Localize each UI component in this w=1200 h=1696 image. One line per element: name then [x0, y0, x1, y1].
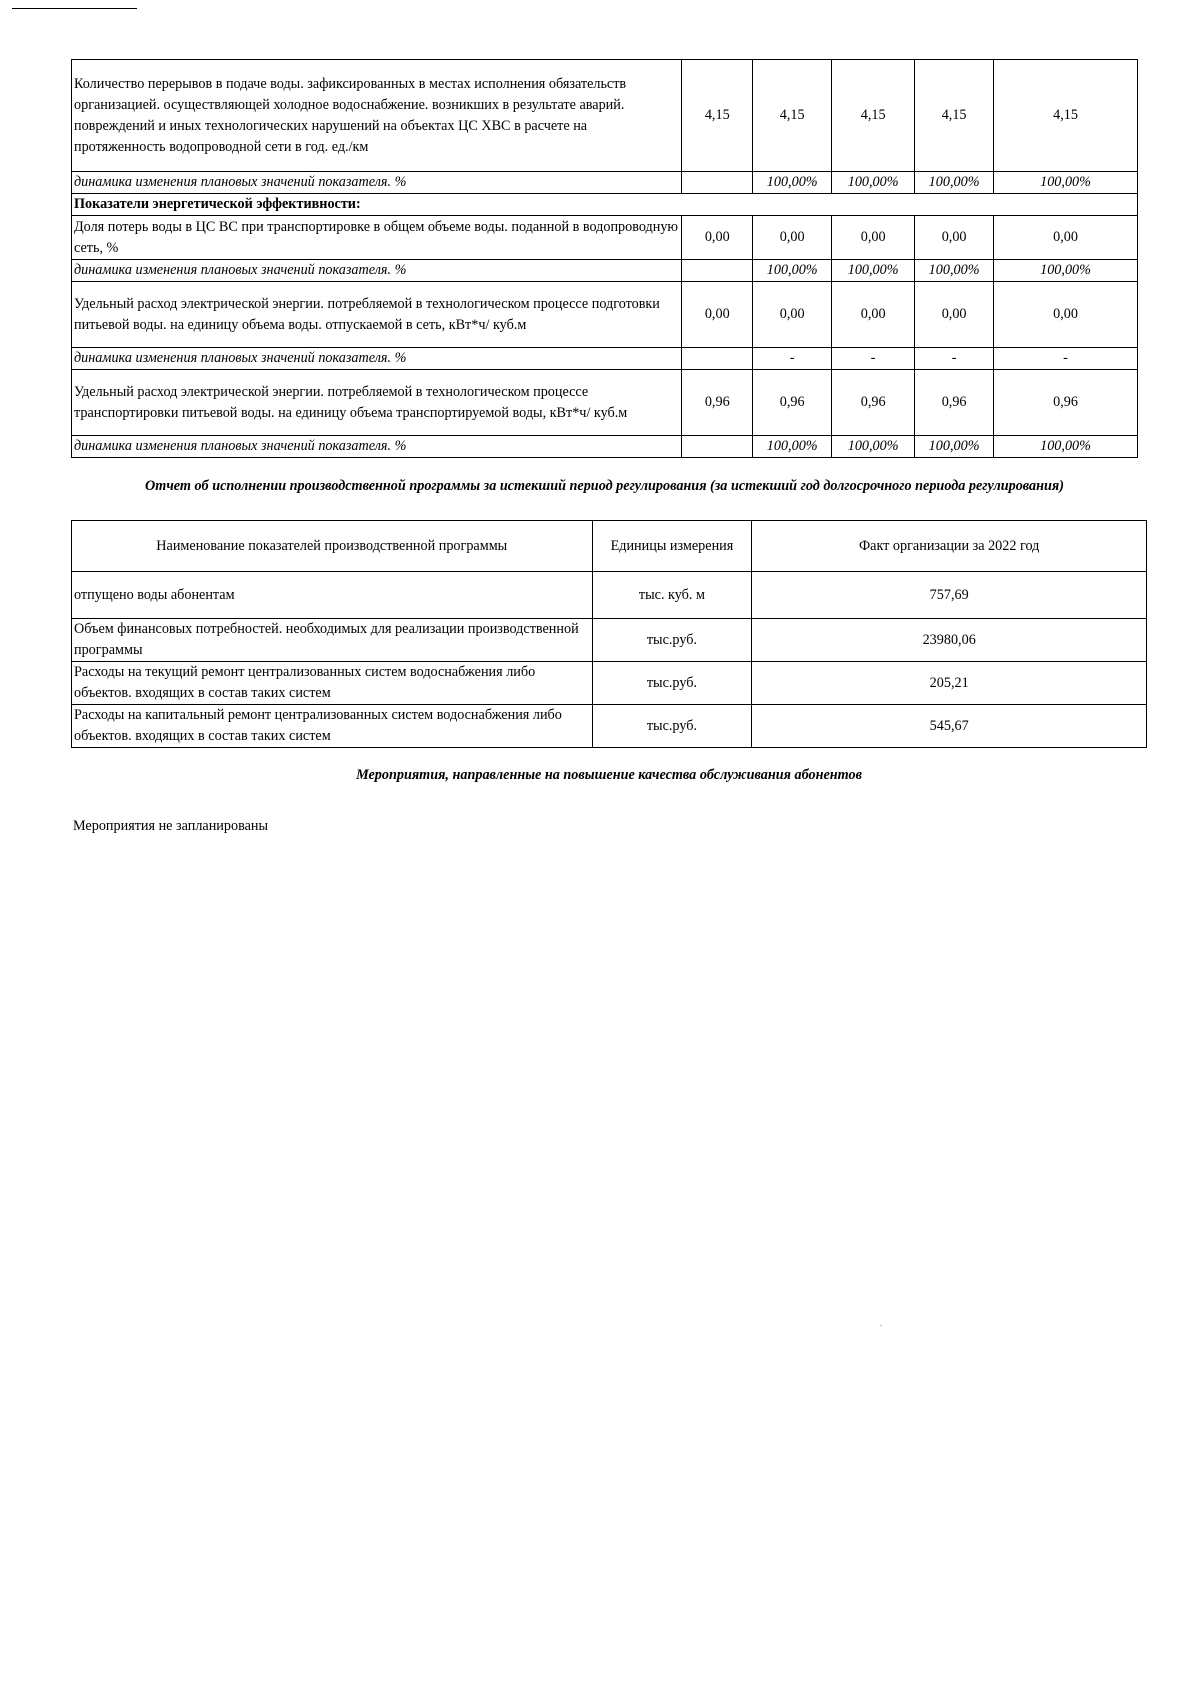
table-row [72, 172, 1138, 194]
table-row [72, 216, 1138, 260]
dynamics-value: - [832, 348, 915, 370]
report-indicator: Расходы на текущий ремонт централизованных систем водоснабжения либо объектов. входящих в состав таких систем [72, 662, 593, 705]
indicator-value: 0,00 [832, 282, 915, 348]
dynamics-value [682, 172, 753, 194]
report-unit: тыс.руб. [592, 662, 752, 705]
report-value: 205,21 [752, 662, 1147, 705]
indicator-value: 0,00 [915, 216, 994, 260]
indicator-label: Доля потерь воды в ЦС ВС при транспортировке в общем объеме воды. поданной в водопроводную сеть, % [72, 216, 682, 260]
measures-note: Мероприятия не запланированы [73, 818, 269, 834]
indicator-value: 0,00 [682, 282, 753, 348]
table-row [72, 260, 1138, 282]
column-header: Наименование показателей производственной программы [72, 521, 593, 572]
table-row [72, 370, 1138, 436]
report-table [71, 520, 1147, 748]
indicator-value: 4,15 [915, 60, 994, 172]
indicator-value: 0,96 [915, 370, 994, 436]
indicator-value: 0,00 [915, 282, 994, 348]
report-unit: тыс.руб. [592, 705, 752, 748]
report-value: 23980,06 [752, 619, 1147, 662]
table-row [72, 282, 1138, 348]
top-rule [12, 8, 137, 9]
indicator-label: Количество перерывов в подаче воды. зафиксированных в местах исполнения обязательств организацией. осуществляющей холодное водоснабжение. возникших в результате аварий. повреждений и иных технологических нарушений на объектах ЦС ХВС в расчете на протяженность водопроводной сети в год. ед./км [72, 60, 682, 172]
indicator-value: 0,00 [753, 216, 832, 260]
dynamics-label: динамика изменения плановых значений показателя. % [72, 348, 682, 370]
column-header: Единицы измерения [592, 521, 752, 572]
table-row [72, 662, 1147, 705]
indicator-value: 4,15 [994, 60, 1138, 172]
dynamics-value: 100,00% [832, 436, 915, 458]
column-header: Факт организации за 2022 год [752, 521, 1147, 572]
table-row [72, 572, 1147, 619]
dynamics-value: 100,00% [753, 172, 832, 194]
dynamics-value: 100,00% [832, 172, 915, 194]
indicators-table [71, 59, 1138, 458]
indicator-label: Удельный расход электрической энергии. потребляемой в технологическом процессе подготовки питьевой воды. на единицу объема воды. отпускаемой в сеть, кВт*ч/ куб.м [72, 282, 682, 348]
table-header-row [72, 521, 1147, 572]
dynamics-value: - [753, 348, 832, 370]
table-row [72, 619, 1147, 662]
dynamics-value: 100,00% [915, 260, 994, 282]
indicator-value: 0,96 [832, 370, 915, 436]
indicator-value: 0,00 [682, 216, 753, 260]
dynamics-value: 100,00% [753, 260, 832, 282]
report-indicator: Объем финансовых потребностей. необходимых для реализации производственной программы [72, 619, 593, 662]
dynamics-value [682, 348, 753, 370]
dynamics-value [682, 436, 753, 458]
indicator-value: 4,15 [832, 60, 915, 172]
dynamics-label: динамика изменения плановых значений показателя. % [72, 260, 682, 282]
indicator-value: 0,00 [994, 216, 1138, 260]
dynamics-value [682, 260, 753, 282]
indicator-value: 0,96 [994, 370, 1138, 436]
report-unit: тыс. куб. м [592, 572, 752, 619]
measures-caption: Мероприятия, направленные на повышение качества обслуживания абонентов [356, 767, 862, 783]
indicator-value: 0,00 [832, 216, 915, 260]
dynamics-label: динамика изменения плановых значений показателя. % [72, 436, 682, 458]
dynamics-value: - [915, 348, 994, 370]
report-indicator: отпущено воды абонентам [72, 572, 593, 619]
report-caption: Отчет об исполнении производственной программы за истекший период регулирования (за истекший год долгосрочного периода регулирования) [145, 478, 1064, 494]
report-indicator: Расходы на капитальный ремонт централизованных систем водоснабжения либо объектов. входящих в состав таких систем [72, 705, 593, 748]
dynamics-value: 100,00% [994, 260, 1138, 282]
indicator-value: 0,00 [994, 282, 1138, 348]
dynamics-value: 100,00% [994, 172, 1138, 194]
dynamics-label: динамика изменения плановых значений показателя. % [72, 172, 682, 194]
table-row [72, 705, 1147, 748]
indicator-value: 0,96 [682, 370, 753, 436]
table-row [72, 194, 1138, 216]
scan-speck [880, 1325, 882, 1326]
indicator-label: Удельный расход электрической энергии. потребляемой в технологическом процессе транспортировки питьевой воды. на единицу объема транспортируемой воды, кВт*ч/ куб.м [72, 370, 682, 436]
indicator-value: 4,15 [682, 60, 753, 172]
indicator-value: 4,15 [753, 60, 832, 172]
report-value: 757,69 [752, 572, 1147, 619]
dynamics-value: 100,00% [753, 436, 832, 458]
indicator-value: 0,00 [753, 282, 832, 348]
dynamics-value: 100,00% [994, 436, 1138, 458]
section-heading: Показатели энергетической эффективности: [72, 194, 1138, 216]
dynamics-value: 100,00% [915, 172, 994, 194]
report-value: 545,67 [752, 705, 1147, 748]
indicator-value: 0,96 [753, 370, 832, 436]
report-unit: тыс.руб. [592, 619, 752, 662]
dynamics-value: 100,00% [915, 436, 994, 458]
table-row [72, 436, 1138, 458]
dynamics-value: - [994, 348, 1138, 370]
dynamics-value: 100,00% [832, 260, 915, 282]
table-row [72, 348, 1138, 370]
table-row [72, 60, 1138, 172]
